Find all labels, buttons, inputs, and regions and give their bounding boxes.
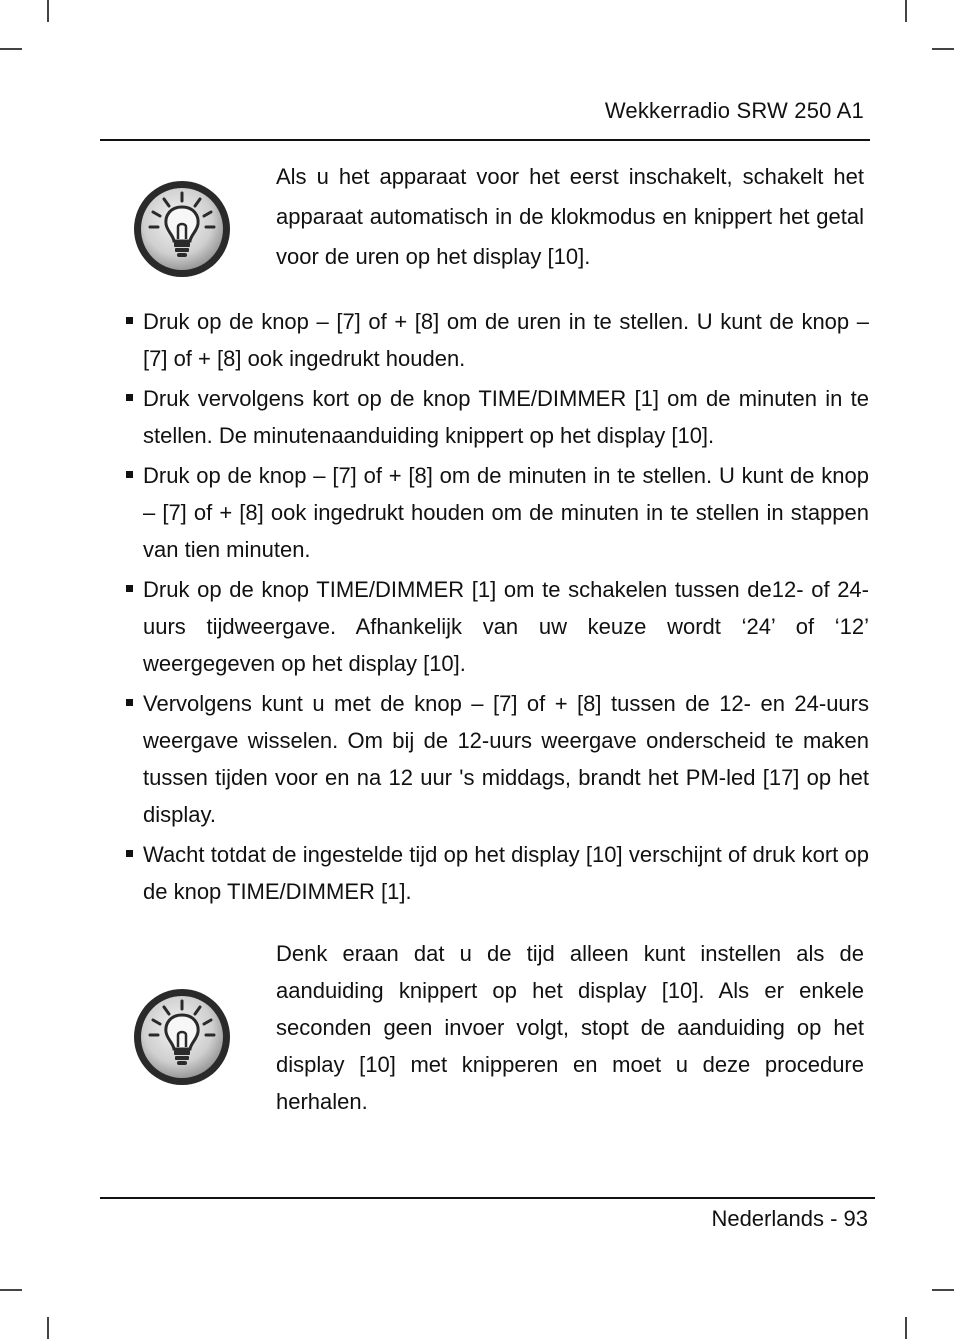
list-item xyxy=(124,836,869,910)
bullet-square-icon xyxy=(126,317,133,324)
crop-mark xyxy=(932,1289,954,1291)
crop-mark xyxy=(932,48,954,50)
crop-mark xyxy=(47,1317,49,1339)
step-text: Vervolgens kunt u met de knop – [7] of + [8] tussen de 12- en 24-uurs weergave wisselen. Om bij de 12-uurs weergave onderscheid te maken tussen tijden voor en na 12 uur 's middags, brandt het PM-led [17] op het display. xyxy=(143,691,869,827)
header-rule xyxy=(100,139,870,141)
tip-note-text: Denk eraan dat u de tijd alleen kunt instellen als de aanduiding knippert op het display [10]. Als er enkele seconden geen invoer volgt, stopt de aanduiding op het display [10] met knipperen en moet u deze procedure herhalen. xyxy=(276,941,864,1114)
crop-mark xyxy=(905,0,907,22)
page-number: Nederlands - 93 xyxy=(711,1206,868,1231)
crop-mark xyxy=(905,1317,907,1339)
crop-mark xyxy=(0,48,22,50)
step-text: Druk op de knop – [7] of + [8] om de minuten in te stellen. U kunt de knop – [7] of + [8] ook ingedrukt houden om de minuten in te stellen in stappen van tien minuten. xyxy=(143,463,869,562)
lightbulb-icon xyxy=(132,987,232,1087)
crop-mark xyxy=(0,1289,22,1291)
step-text: Wacht totdat de ingestelde tijd op het display [10] verschijnt of druk kort op de knop TIME/DIMMER [1]. xyxy=(143,842,869,904)
bullet-square-icon xyxy=(126,585,133,592)
step-text: Druk vervolgens kort op de knop TIME/DIMMER [1] om de minuten in te stellen. De minutenaanduiding knippert op het display [10]. xyxy=(143,386,869,448)
bullet-square-icon xyxy=(126,394,133,401)
list-item xyxy=(124,571,869,682)
list-item xyxy=(124,303,869,377)
step-text: Druk op de knop – [7] of + [8] om de uren in te stellen. U kunt de knop – [7] of + [8] ook ingedrukt houden. xyxy=(143,309,869,371)
step-list xyxy=(124,303,869,913)
list-item xyxy=(124,457,869,568)
footer-rule xyxy=(100,1197,875,1199)
step-text: Druk op de knop TIME/DIMMER [1] om te schakelen tussen de12- of 24-uurs tijdweergave. Afhankelijk van uw keuze wordt ‘24’ of ‘12’ weergegeven op het display [10]. xyxy=(143,577,869,676)
page-header-title: Wekkerradio SRW 250 A1 xyxy=(604,98,864,123)
crop-mark xyxy=(47,0,49,22)
tip-note-text: Als u het apparaat voor het eerst inschakelt, schakelt het apparaat automatisch in de klokmodus en knippert het getal voor de uren op het display [10]. xyxy=(276,164,864,269)
bullet-square-icon xyxy=(126,699,133,706)
lightbulb-icon xyxy=(132,179,232,279)
list-item xyxy=(124,685,869,833)
list-item xyxy=(124,380,869,454)
bullet-square-icon xyxy=(126,850,133,857)
bullet-square-icon xyxy=(126,471,133,478)
